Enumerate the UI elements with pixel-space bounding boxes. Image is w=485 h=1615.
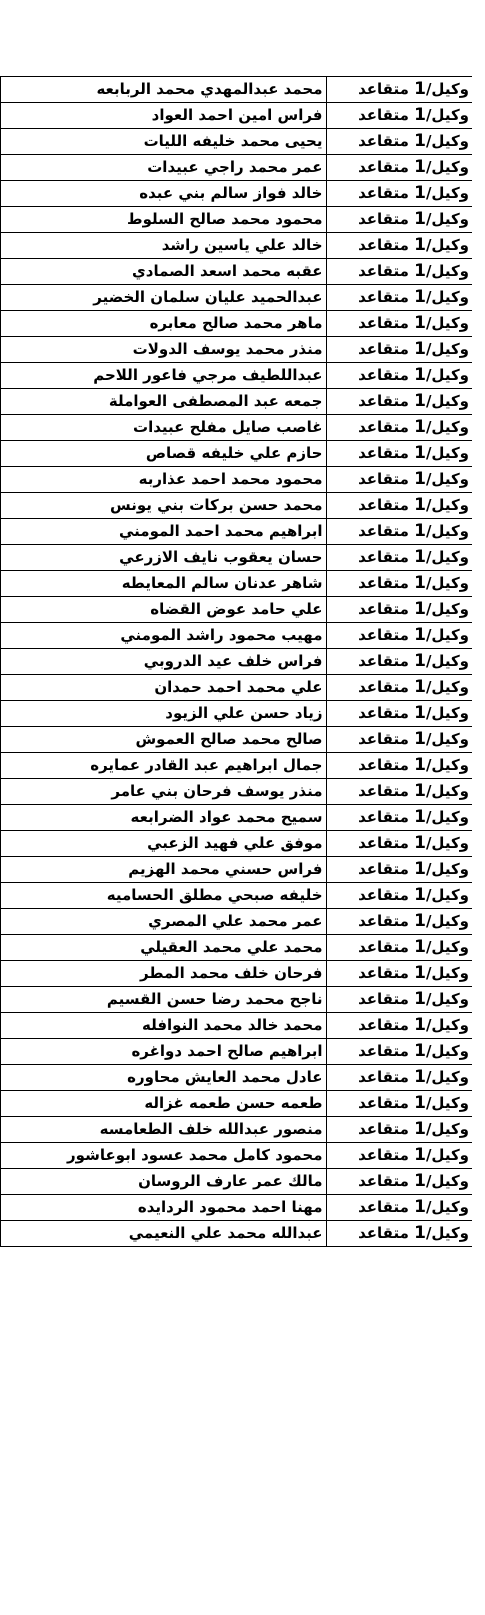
rank-cell xyxy=(326,883,472,909)
rank-prefix: وكيل/ xyxy=(425,418,469,436)
name-cell: ابراهيم صالح احمد دواغره xyxy=(1,1039,327,1065)
rank-cell xyxy=(326,103,472,129)
rank-cell xyxy=(326,857,472,883)
table-row xyxy=(1,727,473,753)
rank-cell xyxy=(326,415,472,441)
rank-number: 1 xyxy=(414,391,426,411)
rank-suffix: متقاعد xyxy=(358,860,415,878)
name-cell: منصور عبدالله خلف الطعامسه xyxy=(1,1117,327,1143)
rank-prefix: وكيل/ xyxy=(425,184,469,202)
rank-cell xyxy=(326,1195,472,1221)
rank-prefix: وكيل/ xyxy=(425,1016,469,1034)
rank-suffix: متقاعد xyxy=(358,1198,415,1216)
rank-number: 1 xyxy=(414,963,426,983)
name-cell: ناجح محمد رضا حسن القسيم xyxy=(1,987,327,1013)
name-cell: ماهر محمد صالح معابره xyxy=(1,311,327,337)
rank-number: 1 xyxy=(414,651,426,671)
name-cell: منذر يوسف فرحان بني عامر xyxy=(1,779,327,805)
rank-number: 1 xyxy=(414,417,426,437)
table-row xyxy=(1,207,473,233)
table-row xyxy=(1,259,473,285)
name-cell: محمود كامل محمد عسود ابوعاشور xyxy=(1,1143,327,1169)
table-row xyxy=(1,77,473,103)
rank-prefix: وكيل/ xyxy=(425,132,469,150)
rank-cell xyxy=(326,961,472,987)
rank-cell xyxy=(326,597,472,623)
rank-prefix: وكيل/ xyxy=(425,1224,469,1242)
rank-number: 1 xyxy=(414,833,426,853)
rank-suffix: متقاعد xyxy=(358,1016,415,1034)
rank-number: 1 xyxy=(414,105,426,125)
rank-prefix: وكيل/ xyxy=(425,314,469,332)
roster-table xyxy=(0,76,472,1247)
table-row xyxy=(1,311,473,337)
rank-number: 1 xyxy=(414,1223,426,1243)
rank-prefix: وكيل/ xyxy=(425,1042,469,1060)
name-cell: غاصب صايل مفلح عبيدات xyxy=(1,415,327,441)
rank-number: 1 xyxy=(414,365,426,385)
name-cell: حازم علي خليفه قصاص xyxy=(1,441,327,467)
name-cell: محمود محمد صالح السلوط xyxy=(1,207,327,233)
table-row xyxy=(1,181,473,207)
name-cell: مهيب محمود راشد المومني xyxy=(1,623,327,649)
name-cell: عبداللطيف مرجي فاعور اللاحم xyxy=(1,363,327,389)
rank-number: 1 xyxy=(414,547,426,567)
rank-prefix: وكيل/ xyxy=(425,80,469,98)
rank-number: 1 xyxy=(414,261,426,281)
rank-suffix: متقاعد xyxy=(358,834,415,852)
rank-number: 1 xyxy=(414,495,426,515)
rank-prefix: وكيل/ xyxy=(425,730,469,748)
rank-cell xyxy=(326,545,472,571)
rank-suffix: متقاعد xyxy=(358,1224,415,1242)
name-cell: صالح محمد صالح العموش xyxy=(1,727,327,753)
rank-number: 1 xyxy=(414,521,426,541)
rank-cell xyxy=(326,311,472,337)
rank-cell xyxy=(326,1169,472,1195)
name-cell: زياد حسن علي الزيود xyxy=(1,701,327,727)
rank-suffix: متقاعد xyxy=(358,548,415,566)
rank-cell xyxy=(326,935,472,961)
table-row xyxy=(1,103,473,129)
rank-suffix: متقاعد xyxy=(358,782,415,800)
rank-prefix: وكيل/ xyxy=(425,574,469,592)
rank-number: 1 xyxy=(414,209,426,229)
rank-number: 1 xyxy=(414,807,426,827)
rank-suffix: متقاعد xyxy=(358,340,415,358)
table-row xyxy=(1,337,473,363)
rank-cell xyxy=(326,207,472,233)
table-row xyxy=(1,129,473,155)
rank-suffix: متقاعد xyxy=(358,80,415,98)
rank-cell xyxy=(326,649,472,675)
rank-number: 1 xyxy=(414,1041,426,1061)
rank-number: 1 xyxy=(414,911,426,931)
rank-suffix: متقاعد xyxy=(358,704,415,722)
rank-number: 1 xyxy=(414,1197,426,1217)
name-cell: عبدالله محمد علي النعيمي xyxy=(1,1221,327,1247)
rank-prefix: وكيل/ xyxy=(425,756,469,774)
rank-number: 1 xyxy=(414,859,426,879)
rank-prefix: وكيل/ xyxy=(425,548,469,566)
rank-prefix: وكيل/ xyxy=(425,496,469,514)
rank-number: 1 xyxy=(414,625,426,645)
name-cell: محمد علي محمد العقيلي xyxy=(1,935,327,961)
rank-number: 1 xyxy=(414,287,426,307)
rank-suffix: متقاعد xyxy=(358,1146,415,1164)
rank-cell xyxy=(326,259,472,285)
rank-prefix: وكيل/ xyxy=(425,704,469,722)
rank-number: 1 xyxy=(414,677,426,697)
rank-cell xyxy=(326,831,472,857)
table-row xyxy=(1,415,473,441)
rank-number: 1 xyxy=(414,339,426,359)
table-row xyxy=(1,987,473,1013)
rank-prefix: وكيل/ xyxy=(425,288,469,306)
name-cell: منذر محمد يوسف الدولات xyxy=(1,337,327,363)
rank-prefix: وكيل/ xyxy=(425,340,469,358)
table-row xyxy=(1,1221,473,1247)
table-row xyxy=(1,1013,473,1039)
rank-number: 1 xyxy=(414,703,426,723)
rank-suffix: متقاعد xyxy=(358,626,415,644)
table-row xyxy=(1,519,473,545)
rank-cell xyxy=(326,727,472,753)
table-row xyxy=(1,597,473,623)
table-row xyxy=(1,779,473,805)
rank-suffix: متقاعد xyxy=(358,938,415,956)
table-row xyxy=(1,1091,473,1117)
rank-prefix: وكيل/ xyxy=(425,626,469,644)
name-cell: يحيى محمد خليفه الليات xyxy=(1,129,327,155)
rank-suffix: متقاعد xyxy=(358,184,415,202)
name-cell: فراس امين احمد العواد xyxy=(1,103,327,129)
table-row xyxy=(1,1117,473,1143)
table-row xyxy=(1,1169,473,1195)
table-row xyxy=(1,285,473,311)
table-row xyxy=(1,1039,473,1065)
name-cell: عقبه محمد اسعد الصمادي xyxy=(1,259,327,285)
rank-suffix: متقاعد xyxy=(358,236,415,254)
rank-cell xyxy=(326,493,472,519)
table-row xyxy=(1,493,473,519)
table-row xyxy=(1,1195,473,1221)
rank-suffix: متقاعد xyxy=(358,366,415,384)
table-row xyxy=(1,1143,473,1169)
rank-number: 1 xyxy=(414,781,426,801)
rank-suffix: متقاعد xyxy=(358,600,415,618)
rank-suffix: متقاعد xyxy=(358,730,415,748)
table-row xyxy=(1,805,473,831)
rank-number: 1 xyxy=(414,131,426,151)
rank-prefix: وكيل/ xyxy=(425,392,469,410)
rank-prefix: وكيل/ xyxy=(425,1068,469,1086)
rank-number: 1 xyxy=(414,1015,426,1035)
table-row xyxy=(1,701,473,727)
rank-prefix: وكيل/ xyxy=(425,262,469,280)
rank-number: 1 xyxy=(414,937,426,957)
rank-cell xyxy=(326,129,472,155)
rank-prefix: وكيل/ xyxy=(425,1198,469,1216)
name-cell: عمر محمد علي المصري xyxy=(1,909,327,935)
table-row xyxy=(1,961,473,987)
rank-suffix: متقاعد xyxy=(358,652,415,670)
table-row xyxy=(1,649,473,675)
rank-cell xyxy=(326,1117,472,1143)
table-row xyxy=(1,545,473,571)
rank-prefix: وكيل/ xyxy=(425,912,469,930)
table-row xyxy=(1,623,473,649)
name-cell: فراس خلف عيد الدروبي xyxy=(1,649,327,675)
rank-cell xyxy=(326,675,472,701)
rank-cell xyxy=(326,1221,472,1247)
rank-cell xyxy=(326,987,472,1013)
rank-suffix: متقاعد xyxy=(358,418,415,436)
table-row xyxy=(1,571,473,597)
rank-suffix: متقاعد xyxy=(358,1172,415,1190)
table-row xyxy=(1,753,473,779)
name-cell: خالد علي ياسين راشد xyxy=(1,233,327,259)
name-cell: موفق علي فهيد الزعبي xyxy=(1,831,327,857)
rank-suffix: متقاعد xyxy=(358,210,415,228)
name-cell: حسان يعقوب نايف الازرعي xyxy=(1,545,327,571)
rank-number: 1 xyxy=(414,755,426,775)
rank-suffix: متقاعد xyxy=(358,158,415,176)
name-cell: مهنا احمد محمود الردايده xyxy=(1,1195,327,1221)
rank-number: 1 xyxy=(414,443,426,463)
rank-number: 1 xyxy=(414,79,426,99)
rank-number: 1 xyxy=(414,989,426,1009)
name-cell: عبدالحميد عليان سلمان الخضير xyxy=(1,285,327,311)
rank-suffix: متقاعد xyxy=(358,392,415,410)
rank-prefix: وكيل/ xyxy=(425,106,469,124)
table-row xyxy=(1,441,473,467)
rank-cell xyxy=(326,363,472,389)
table-row xyxy=(1,909,473,935)
rank-suffix: متقاعد xyxy=(358,522,415,540)
rank-cell xyxy=(326,1065,472,1091)
name-cell: جمعه عبد المصطفى العواملة xyxy=(1,389,327,415)
table-row xyxy=(1,857,473,883)
rank-prefix: وكيل/ xyxy=(425,808,469,826)
rank-prefix: وكيل/ xyxy=(425,522,469,540)
rank-cell xyxy=(326,181,472,207)
table-row xyxy=(1,675,473,701)
rank-cell xyxy=(326,519,472,545)
rank-suffix: متقاعد xyxy=(358,470,415,488)
rank-cell xyxy=(326,1091,472,1117)
rank-prefix: وكيل/ xyxy=(425,678,469,696)
rank-prefix: وكيل/ xyxy=(425,652,469,670)
name-cell: علي حامد عوض القضاه xyxy=(1,597,327,623)
rank-suffix: متقاعد xyxy=(358,288,415,306)
rank-number: 1 xyxy=(414,235,426,255)
name-cell: ابراهيم محمد احمد المومني xyxy=(1,519,327,545)
table-row xyxy=(1,389,473,415)
table-row xyxy=(1,467,473,493)
rank-prefix: وكيل/ xyxy=(425,1094,469,1112)
rank-suffix: متقاعد xyxy=(358,990,415,1008)
rank-number: 1 xyxy=(414,1119,426,1139)
rank-number: 1 xyxy=(414,1067,426,1087)
rank-suffix: متقاعد xyxy=(358,1068,415,1086)
rank-prefix: وكيل/ xyxy=(425,1120,469,1138)
table-row xyxy=(1,883,473,909)
rank-prefix: وكيل/ xyxy=(425,1172,469,1190)
rank-cell xyxy=(326,233,472,259)
name-cell: سميح محمد عواد الضرابعه xyxy=(1,805,327,831)
rank-suffix: متقاعد xyxy=(358,808,415,826)
name-cell: فراس حسني محمد الهزيم xyxy=(1,857,327,883)
rank-prefix: وكيل/ xyxy=(425,990,469,1008)
rank-prefix: وكيل/ xyxy=(425,1146,469,1164)
rank-cell xyxy=(326,467,472,493)
rank-cell xyxy=(326,285,472,311)
rank-prefix: وكيل/ xyxy=(425,964,469,982)
rank-prefix: وكيل/ xyxy=(425,782,469,800)
rank-prefix: وكيل/ xyxy=(425,236,469,254)
rank-suffix: متقاعد xyxy=(358,444,415,462)
rank-prefix: وكيل/ xyxy=(425,860,469,878)
name-cell: علي محمد احمد حمدان xyxy=(1,675,327,701)
rank-prefix: وكيل/ xyxy=(425,886,469,904)
name-cell: شاهر عدنان سالم المعايطه xyxy=(1,571,327,597)
rank-cell xyxy=(326,623,472,649)
roster-table-body xyxy=(1,77,473,1247)
name-cell: عمر محمد راجي عبيدات xyxy=(1,155,327,181)
name-cell: محمد عبدالمهدي محمد الربابعه xyxy=(1,77,327,103)
rank-cell xyxy=(326,909,472,935)
rank-prefix: وكيل/ xyxy=(425,366,469,384)
rank-number: 1 xyxy=(414,1171,426,1191)
name-cell: عادل محمد العايش محاوره xyxy=(1,1065,327,1091)
name-cell: جمال ابراهيم عبد القادر عمايره xyxy=(1,753,327,779)
table-row xyxy=(1,1065,473,1091)
rank-suffix: متقاعد xyxy=(358,262,415,280)
rank-prefix: وكيل/ xyxy=(425,210,469,228)
name-cell: مالك عمر عارف الروسان xyxy=(1,1169,327,1195)
rank-number: 1 xyxy=(414,157,426,177)
rank-suffix: متقاعد xyxy=(358,1094,415,1112)
rank-cell xyxy=(326,805,472,831)
roster-sheet xyxy=(0,76,472,1247)
rank-number: 1 xyxy=(414,729,426,749)
rank-suffix: متقاعد xyxy=(358,1042,415,1060)
rank-suffix: متقاعد xyxy=(358,756,415,774)
rank-suffix: متقاعد xyxy=(358,314,415,332)
rank-cell xyxy=(326,779,472,805)
rank-suffix: متقاعد xyxy=(358,678,415,696)
rank-cell xyxy=(326,753,472,779)
rank-suffix: متقاعد xyxy=(358,964,415,982)
table-row xyxy=(1,233,473,259)
table-row xyxy=(1,363,473,389)
rank-prefix: وكيل/ xyxy=(425,470,469,488)
rank-suffix: متقاعد xyxy=(358,574,415,592)
rank-prefix: وكيل/ xyxy=(425,600,469,618)
name-cell: طعمه حسن طعمه غزاله xyxy=(1,1091,327,1117)
table-row xyxy=(1,831,473,857)
rank-suffix: متقاعد xyxy=(358,496,415,514)
rank-number: 1 xyxy=(414,1093,426,1113)
rank-cell xyxy=(326,1143,472,1169)
rank-number: 1 xyxy=(414,1145,426,1165)
rank-cell xyxy=(326,337,472,363)
name-cell: خليفه صبحي مطلق الحساميه xyxy=(1,883,327,909)
rank-cell xyxy=(326,441,472,467)
table-row xyxy=(1,155,473,181)
rank-suffix: متقاعد xyxy=(358,106,415,124)
name-cell: خالد فواز سالم بني عبده xyxy=(1,181,327,207)
rank-cell xyxy=(326,1039,472,1065)
name-cell: محمد حسن بركات بني يونس xyxy=(1,493,327,519)
rank-suffix: متقاعد xyxy=(358,912,415,930)
name-cell: محمود محمد احمد عذاربه xyxy=(1,467,327,493)
rank-number: 1 xyxy=(414,885,426,905)
rank-number: 1 xyxy=(414,469,426,489)
rank-suffix: متقاعد xyxy=(358,132,415,150)
name-cell: فرحان خلف محمد المطر xyxy=(1,961,327,987)
name-cell: محمد خالد محمد النوافله xyxy=(1,1013,327,1039)
rank-cell xyxy=(326,77,472,103)
rank-number: 1 xyxy=(414,573,426,593)
rank-cell xyxy=(326,1013,472,1039)
rank-number: 1 xyxy=(414,183,426,203)
table-row xyxy=(1,935,473,961)
rank-prefix: وكيل/ xyxy=(425,938,469,956)
rank-number: 1 xyxy=(414,313,426,333)
rank-suffix: متقاعد xyxy=(358,1120,415,1138)
rank-cell xyxy=(326,701,472,727)
rank-prefix: وكيل/ xyxy=(425,158,469,176)
rank-number: 1 xyxy=(414,599,426,619)
rank-cell xyxy=(326,571,472,597)
rank-suffix: متقاعد xyxy=(358,886,415,904)
rank-cell xyxy=(326,155,472,181)
rank-prefix: وكيل/ xyxy=(425,834,469,852)
rank-cell xyxy=(326,389,472,415)
rank-prefix: وكيل/ xyxy=(425,444,469,462)
